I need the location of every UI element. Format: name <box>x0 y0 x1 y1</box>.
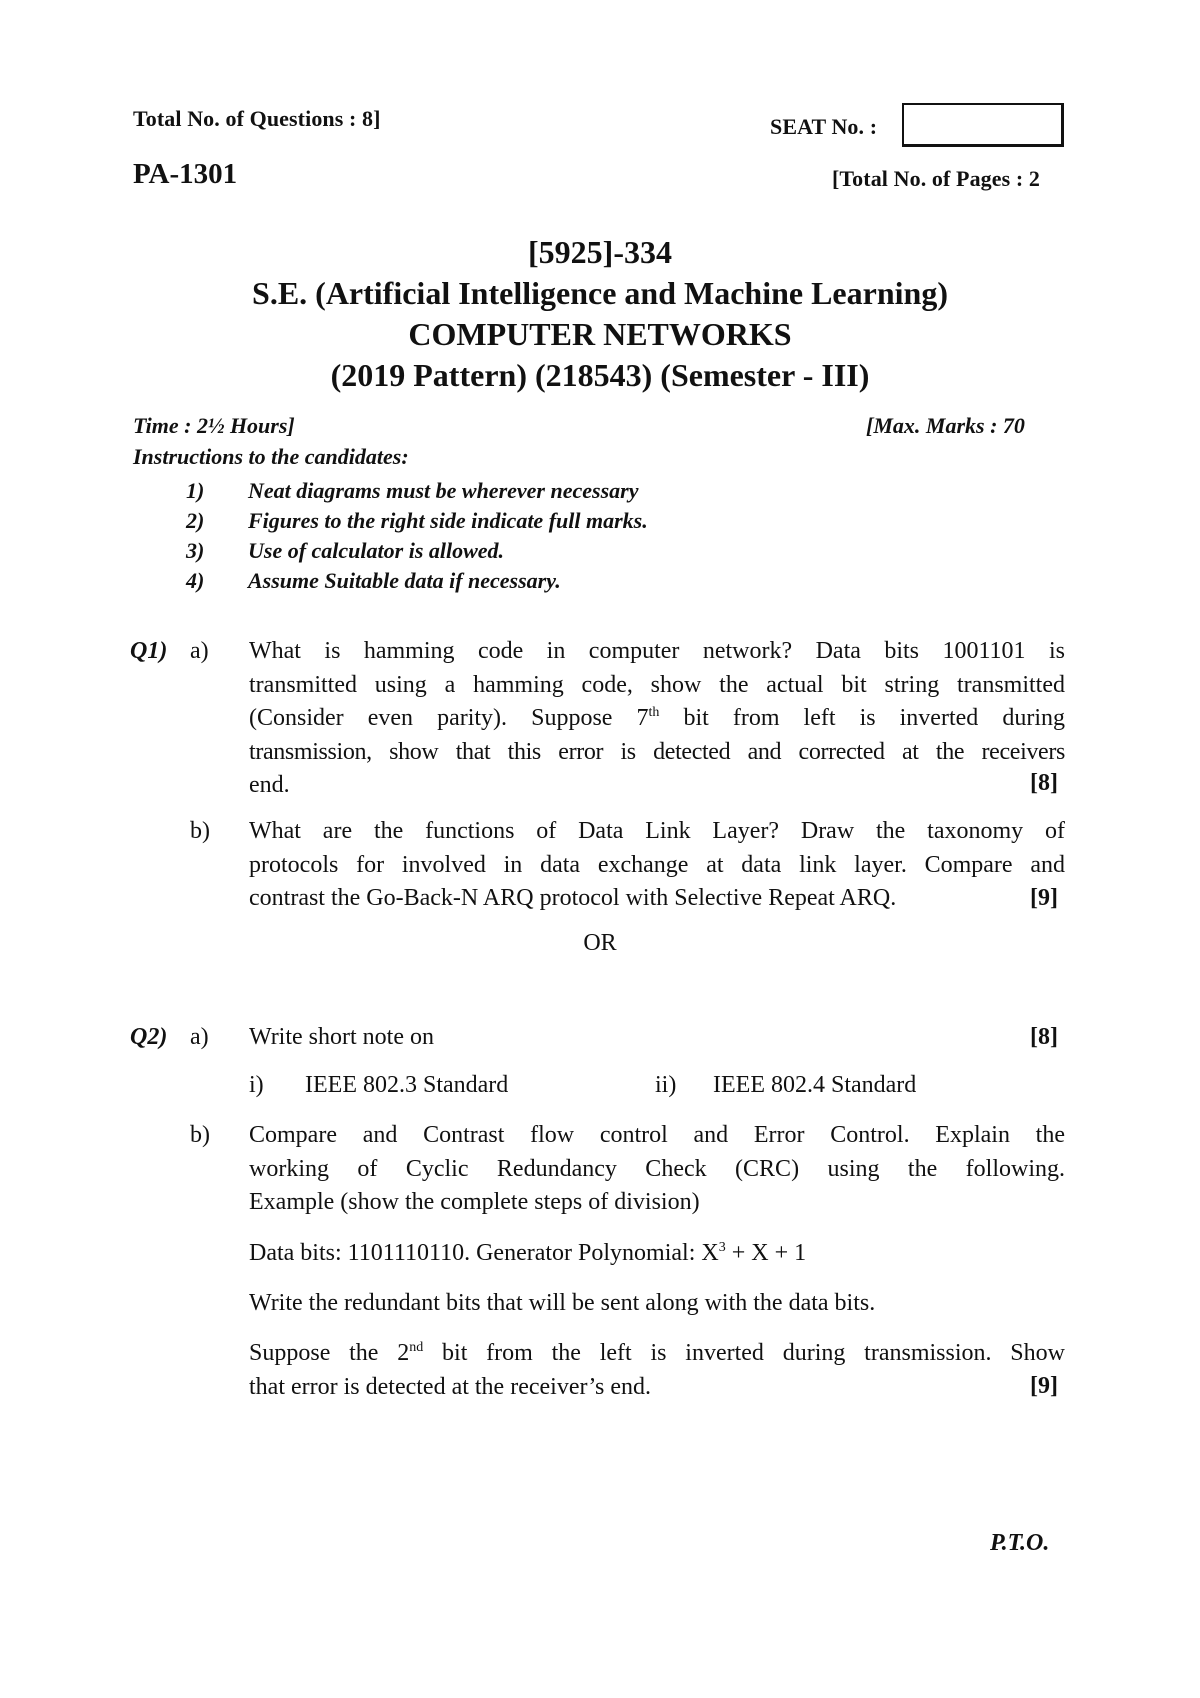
q1b-text: What are the functions of Data Link Layer? Draw the taxonomy of protocols for involved in data exchange at data link layer. Compare and contrast the Go-Back-N ARQ protocol with Selective Repeat ARQ. <box>249 818 1065 911</box>
q2a-item-text: IEEE 802.3 Standard <box>305 1072 509 1098</box>
subject-title: COMPUTER NETWORKS <box>408 316 792 352</box>
instruction-item: 4) Assume Suitable data if necessary. <box>186 568 561 593</box>
course-title: S.E. (Artificial Intelligence and Machine Learning) <box>252 275 948 311</box>
q2b-suppose-text: Suppose the 2nd bit from the left is inverted during transmission. Show that error is detected at the receiver’s end. <box>249 1340 1065 1400</box>
q2a-text: Write short note on <box>249 1024 434 1050</box>
q2b-text: Compare and Contrast flow control and Error Control. Explain the working of Cyclic Redundancy Check (CRC) using the following. Example (show the complete steps of division) <box>249 1122 1065 1215</box>
total-questions: Total No. of Questions : 8] <box>133 106 381 131</box>
q2a-label: a) <box>190 1024 209 1050</box>
q1b-label: b) <box>190 818 210 844</box>
q1a-label: a) <box>190 638 209 664</box>
q1b-marks: [9] <box>1030 885 1058 911</box>
pattern-title: (2019 Pattern) (218543) (Semester - III) <box>330 357 870 393</box>
q2b-redundant-line: Write the redundant bits that will be sent along with the data bits. <box>249 1290 876 1316</box>
q2b-marks: [9] <box>1030 1373 1058 1399</box>
exam-code: [5925]-334 <box>528 234 672 270</box>
q1a-marks: [8] <box>1030 770 1058 796</box>
pto-label: P.T.O. <box>990 1530 1050 1556</box>
q2a-marks: [8] <box>1030 1024 1058 1050</box>
q1a-text: What is hamming code in computer network? Data bits 1001101 is transmitted using a hamming code, show the actual bit string transmitted (Consider even parity). Suppose 7th bit from left is inverted during transmission, show that this error is detected and corrected at the receivers end. <box>249 638 1065 798</box>
seat-number-box <box>902 103 1064 147</box>
q2a-item-num: ii) <box>655 1072 677 1098</box>
q2b-data-line: Data bits: 1101110110. Generator Polynomial: $X^3 + X + 1$ <box>249 1240 807 1266</box>
instructions-heading: Instructions to the candidates: <box>133 444 409 469</box>
seat-label: SEAT No. : <box>770 114 878 139</box>
or-separator: OR <box>583 930 617 956</box>
total-pages: [Total No. of Pages : 2 <box>832 166 1041 191</box>
q1-label: Q1) <box>130 638 168 664</box>
paper-code: PA-1301 <box>133 158 238 190</box>
q2-label: Q2) <box>130 1024 168 1050</box>
instruction-item: 3) Use of calculator is allowed. <box>186 538 505 563</box>
instruction-item: 2) Figures to the right side indicate full marks. <box>186 508 648 533</box>
q2a-item-num: i) <box>249 1072 264 1098</box>
instruction-item: 1) Neat diagrams must be wherever necessary <box>186 478 639 503</box>
max-marks: [Max. Marks : 70 <box>866 413 1025 438</box>
title-block <box>0 232 1200 396</box>
instructions-list <box>186 476 648 596</box>
q2a-item-text: IEEE 802.4 Standard <box>713 1072 917 1098</box>
exam-time: Time : 2½ Hours] <box>133 413 295 438</box>
q2b-label: b) <box>190 1122 210 1148</box>
